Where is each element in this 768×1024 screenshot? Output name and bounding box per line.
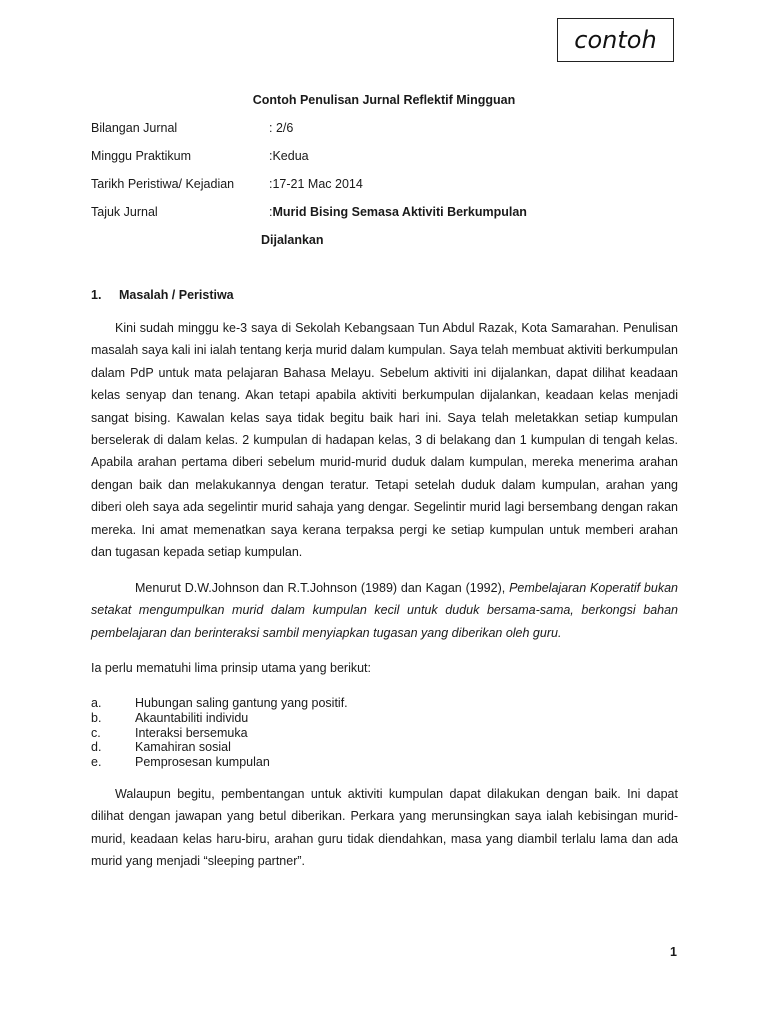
journal-title-continued: Dijalankan [261,233,324,247]
paragraph-3 [91,783,678,873]
journal-title: Murid Bising Semasa Aktiviti Berkumpulan [272,205,527,219]
meta-row-tarikh [91,177,691,195]
contoh-stamp: contoh [557,18,674,62]
list-text: Kamahiran sosial [135,740,231,755]
meta-label: Tajuk Jurnal [91,205,158,219]
list-marker: d. [91,740,102,755]
section-number: 1. [91,288,102,302]
document-title: Contoh Penulisan Jurnal Reflektif Mingguan [252,93,516,107]
meta-value: :17-21 Mac 2014 [269,177,363,191]
list-text: Interaksi bersemuka [135,725,248,740]
section-heading [91,288,234,302]
meta-label: Bilangan Jurnal [91,121,178,135]
meta-row-tajuk [91,205,691,251]
list-marker: a. [91,696,102,710]
paragraph-2-italic: Pembelajaran Koperatif bukan setakat mengumpulkan murid dalam kumpulan kecil untuk duduk bersama-sama, berkongsi bahan pembelajaran dan berinteraksi sambil menyiapkan tugasan yang diberikan oleh guru. [91,581,678,640]
meta-label: Minggu Praktikum [91,149,192,163]
list-intro: Ia perlu mematuhi lima prinsip utama yang berikut: [91,661,371,675]
paragraph-2 [91,577,678,644]
paragraph-1-text: Kini sudah minggu ke-3 saya di Sekolah Kebangsaan Tun Abdul Razak, Kota Samarahan. Penulisan masalah saya kali ini ialah tentang kerja murid dalam kumpulan. Saya telah membuat aktiviti berkumpulan dalam PdP untuk mata pelajaran Bahasa Melayu. Sebelum aktiviti ini dijalankan, dapat dilihat keadaan kelas senyap dan tenang. Akan tetapi apabila aktiviti berkumpulan dijalankan, keadaan kelas menjadi sangat bising. Kawalan kelas saya tidak begitu baik hari ini. Saya telah meletakkan setiap kumpulan berselerak di dalam kelas. 2 kumpulan di hadapan kelas, 3 di belakang dan 1 kumpulan di tengah kelas. Apabila arahan pertama diberi sebelum murid-murid duduk dalam kumpulan, mereka menerima arahan dengan baik dan melakukannya dengan teratur. Tetapi setelah duduk dalam kumpulan, arahan yang diberi oleh saya ada segelintir murid sahaja yang dengar. Segelintir murid lagi bersembang dengan rakan mereka. Ini amat memenatkan saya kerana terpaksa pergi ke setiap kumpulan untuk memberi arahan dan tugasan kepada setiap kumpulan. [91,321,678,560]
meta-value: : 2/6 [269,121,294,135]
principles-list [91,696,591,770]
meta-label: Tarikh Peristiwa/ Kejadian [91,177,235,191]
list-text: Akauntabiliti individu [135,710,249,725]
list-item [91,740,591,755]
list-marker: b. [91,710,102,725]
meta-row-bilangan [91,121,691,139]
meta-row-minggu [91,149,691,167]
list-text: Hubungan saling gantung yang positif. [135,696,348,710]
section-title: Masalah / Peristiwa [119,288,234,302]
list-text: Pemprosesan kumpulan [135,755,270,770]
paragraph-1 [91,317,678,563]
paragraph-2-plain: Menurut D.W.Johnson dan R.T.Johnson (1989) dan Kagan (1992), [135,581,506,595]
list-item [91,755,591,770]
page-number: 1 [670,945,677,959]
list-item [91,711,591,726]
list-marker: c. [91,725,101,740]
meta-value: :Kedua [269,149,309,163]
paragraph-3-text: Walaupun begitu, pembentangan untuk aktiviti kumpulan dapat dilakukan dengan baik. Ini dapat dilihat dengan jawapan yang betul diberikan. Perkara yang merunsingkan saya ialah kebisingan murid-murid, keadaan kelas haru-biru, arahan guru tidak diendahkan, masa yang diambil terlalu lama dan ada murid yang menjadi “sleeping partner”. [91,787,678,869]
meta-value [269,205,527,219]
list-marker: e. [91,755,102,770]
list-item [91,696,591,711]
list-item [91,726,591,741]
meta-value-prefix: : [269,205,273,219]
